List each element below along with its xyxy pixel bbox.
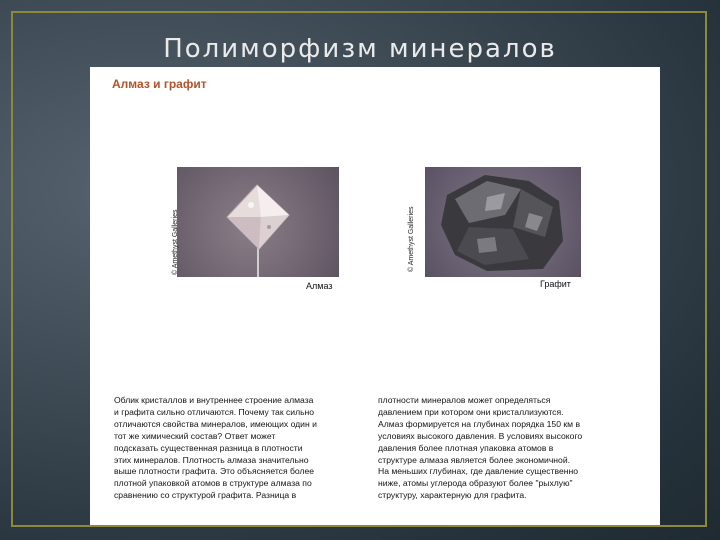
text-line: подсказать существенная разница в плотности <box>114 442 303 453</box>
text-line: выше плотности графита. Это объясняется более <box>114 466 315 477</box>
text-column-right <box>378 395 640 502</box>
text-line: отличаются свойства минералов, имеющих один и <box>114 418 317 429</box>
graphite-caption: Графит <box>540 279 571 289</box>
diamond-photo-credit: © Amethyst Galleries <box>172 209 179 275</box>
slide-title: Полиморфизм минералов <box>163 34 557 64</box>
text-line: давления более плотная упаковка атомов в <box>378 442 554 453</box>
text-line: и графита сильно отличаются. Почему так сильно <box>114 406 315 417</box>
text-line: структуру, характерную для графита. <box>378 490 527 501</box>
text-line: сравнению со структурой графита. Разница в <box>114 490 297 501</box>
text-column-left <box>114 395 376 502</box>
graphite-photo <box>425 167 581 277</box>
diamond-photo <box>177 167 339 277</box>
text-line: Алмаз формируется на глубинах порядка 150 км в <box>378 418 581 429</box>
text-line: ниже, атомы углерода образуют более "рыхлую" <box>378 478 573 489</box>
panel-heading: Алмаз и графит <box>112 77 207 91</box>
text-line: Облик кристаллов и внутреннее строение алмаза <box>114 395 314 405</box>
diamond-caption: Алмаз <box>306 281 333 291</box>
text-line: плотной упаковкой атомов в структуре алмаза по <box>114 478 312 489</box>
graphite-photo-credit: © Amethyst Galleries <box>408 206 415 272</box>
text-line: тот же химический состав? Ответ может <box>114 430 276 441</box>
text-line: структуре алмаза является более экономичной. <box>378 454 571 465</box>
text-line: На меньших глубинах, где давление существенно <box>378 466 579 477</box>
text-line: плотности минералов может определяться <box>378 395 551 405</box>
text-line: условиях высокого давления. В условиях высокого <box>378 430 583 441</box>
text-line: давлением при котором они кристаллизуются. <box>378 406 564 417</box>
text-line: этих минералов. Плотность алмаза значительно <box>114 454 309 465</box>
content-panel <box>90 67 660 525</box>
